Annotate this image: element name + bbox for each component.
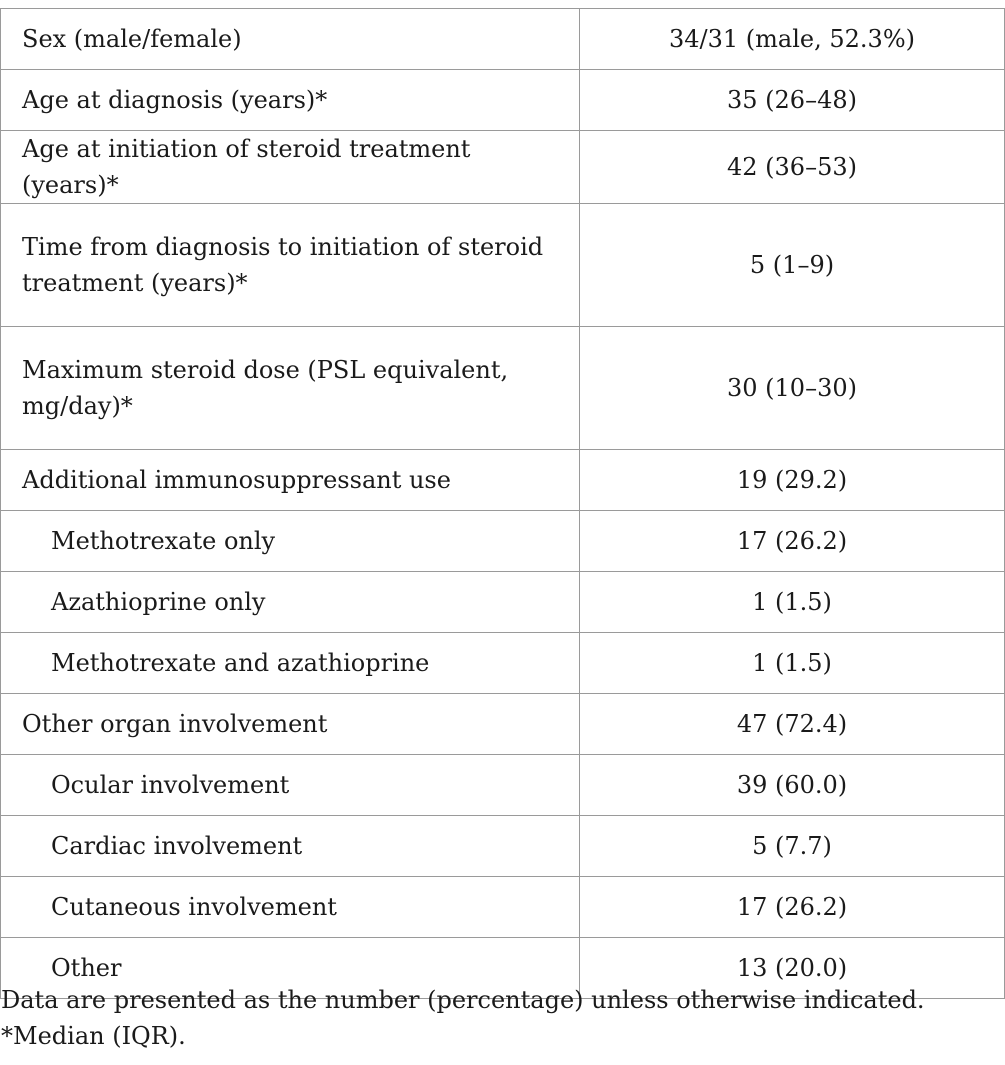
row-label: Cutaneous involvement (1, 877, 580, 938)
row-value: 30 (10–30) (580, 327, 1005, 450)
table-row (1, 9, 1005, 70)
row-label: Other organ involvement (1, 694, 580, 755)
row-label: Age at diagnosis (years)* (1, 70, 580, 131)
row-value: 42 (36–53) (580, 131, 1005, 204)
row-label: Sex (male/female) (1, 9, 580, 70)
table-row (1, 816, 1005, 877)
table-row (1, 633, 1005, 694)
table-row (1, 131, 1005, 204)
row-label: Methotrexate and azathioprine (1, 633, 580, 694)
row-label: Cardiac involvement (1, 816, 580, 877)
table-body (1, 9, 1005, 999)
row-label: Additional immunosuppressant use (1, 450, 580, 511)
table-row (1, 755, 1005, 816)
row-value: 5 (7.7) (580, 816, 1005, 877)
row-label: Ocular involvement (1, 755, 580, 816)
table-row (1, 572, 1005, 633)
row-value: 17 (26.2) (580, 511, 1005, 572)
table-row (1, 450, 1005, 511)
row-value: 17 (26.2) (580, 877, 1005, 938)
row-value: 35 (26–48) (580, 70, 1005, 131)
row-label: Methotrexate only (1, 511, 580, 572)
row-label: Other (1, 938, 580, 999)
table-row (1, 877, 1005, 938)
row-value: 47 (72.4) (580, 694, 1005, 755)
row-label: Azathioprine only (1, 572, 580, 633)
row-label: Age at initiation of steroid treatment (years)* (1, 131, 580, 204)
table-row (1, 70, 1005, 131)
row-value: 5 (1–9) (580, 204, 1005, 327)
row-value: 1 (1.5) (580, 633, 1005, 694)
footnote-data-presentation: Data are presented as the number (percentage) unless otherwise indicated. (1, 986, 925, 1014)
row-label: Time from diagnosis to initiation of steroid treatment (years)* (1, 204, 580, 327)
data-table (0, 8, 1005, 999)
table-row (1, 204, 1005, 327)
table-row (1, 694, 1005, 755)
row-label: Maximum steroid dose (PSL equivalent, mg/day)* (1, 327, 580, 450)
table-row (1, 511, 1005, 572)
table-footnotes (1, 982, 1001, 1054)
row-value: 1 (1.5) (580, 572, 1005, 633)
table-row (1, 327, 1005, 450)
row-value: 19 (29.2) (580, 450, 1005, 511)
row-value: 39 (60.0) (580, 755, 1005, 816)
row-value: 34/31 (male, 52.3%) (580, 9, 1005, 70)
row-value: 13 (20.0) (580, 938, 1005, 999)
footnote-median: *Median (IQR). (1, 1022, 186, 1050)
